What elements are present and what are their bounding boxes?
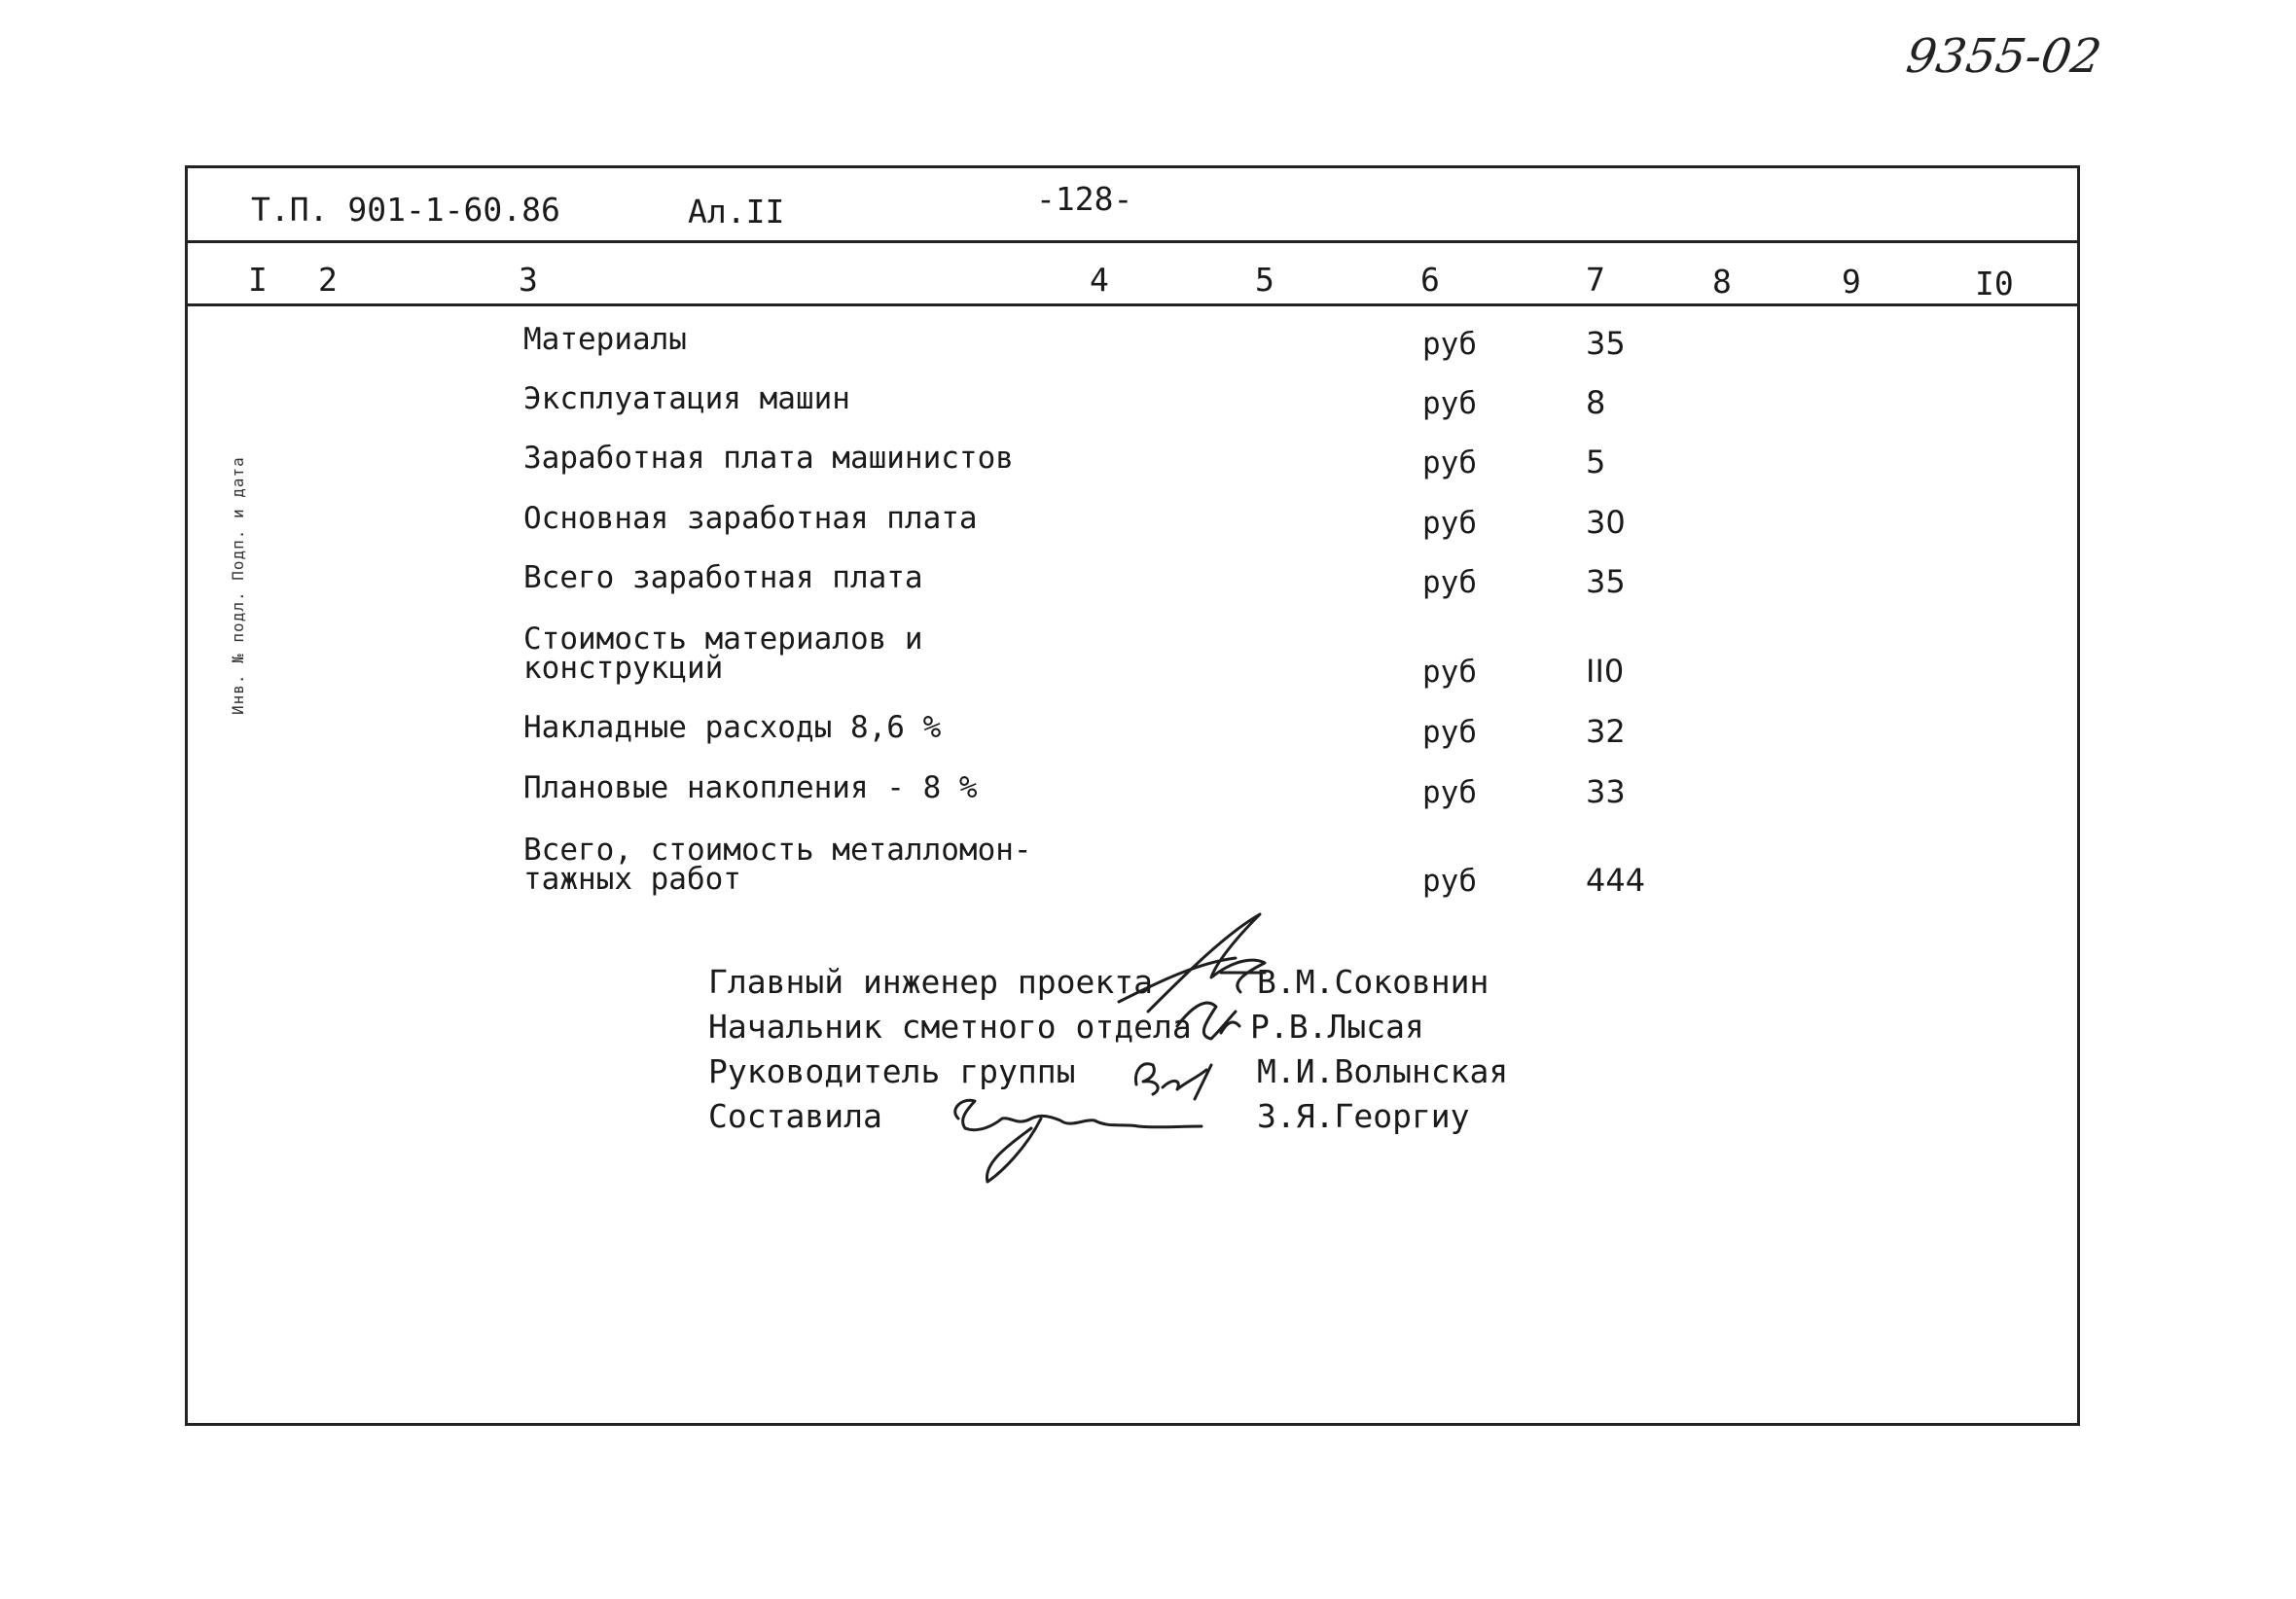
- row-value: 35: [1586, 563, 1626, 600]
- table-frame: [185, 165, 2080, 1426]
- row-unit: руб: [1422, 445, 1477, 480]
- column-number-9: 9: [1842, 263, 1861, 301]
- column-number-8: 8: [1712, 263, 1732, 301]
- row-unit: руб: [1422, 864, 1477, 899]
- column-number-10: I0: [1975, 265, 2014, 302]
- row-unit: руб: [1422, 715, 1477, 750]
- column-number-4: 4: [1090, 261, 1109, 299]
- row-label: Стоимость материалов и: [523, 622, 923, 657]
- page-number: -128-: [1036, 180, 1133, 218]
- column-number-1: I: [248, 261, 268, 299]
- signature-role-chief-engineer: Главный инженер проекта: [708, 963, 1153, 1001]
- row-label: Всего, стоимость металломон-: [523, 833, 1032, 868]
- row-label: Заработная плата машинистов: [523, 441, 1014, 476]
- row-unit: руб: [1422, 775, 1477, 810]
- album-number: Ал.II: [688, 193, 785, 231]
- row-value: 35: [1586, 325, 1626, 362]
- column-numbers-divider: [185, 303, 2080, 306]
- row-value: II0: [1586, 653, 1625, 690]
- row-unit: руб: [1422, 655, 1477, 690]
- signature-role-group-lead: Руководитель группы: [708, 1052, 1076, 1090]
- row-label-continuation: конструкций: [523, 651, 724, 686]
- row-value: 8: [1586, 384, 1606, 421]
- project-code: Т.П. 901-1-60.86: [251, 191, 560, 229]
- registration-number: 9355-02: [1903, 29, 2105, 84]
- row-value: 33: [1586, 773, 1626, 810]
- signature-name-group-lead: М.И.Волынская: [1257, 1052, 1509, 1090]
- row-label: Плановые накопления - 8 %: [523, 770, 978, 805]
- row-label: Накладные расходы 8,6 %: [523, 710, 942, 745]
- column-number-3: 3: [519, 261, 538, 299]
- column-number-7: 7: [1586, 261, 1605, 299]
- signature-name-chief-engineer: В.М.Соковнин: [1257, 963, 1489, 1001]
- column-number-6: 6: [1420, 261, 1440, 299]
- row-unit: руб: [1422, 506, 1477, 541]
- column-number-5: 5: [1255, 261, 1274, 299]
- margin-note: Инв. № подл. Подп. и дата: [229, 456, 247, 715]
- signature-role-compiler: Составила: [708, 1097, 882, 1135]
- signature-name-estimate-head: Р.В.Лысая: [1250, 1008, 1424, 1046]
- row-label: Всего заработная плата: [523, 560, 923, 595]
- signature-name-compiler: З.Я.Георгиу: [1257, 1097, 1470, 1135]
- row-unit: руб: [1422, 565, 1477, 600]
- row-label: Материалы: [523, 322, 687, 357]
- row-unit: руб: [1422, 386, 1477, 421]
- row-label-continuation: тажных работ: [523, 862, 741, 897]
- header-divider: [185, 240, 2080, 243]
- column-number-2: 2: [318, 261, 338, 299]
- row-label: Эксплуатация машин: [523, 381, 850, 416]
- row-unit: руб: [1422, 327, 1477, 362]
- signature-role-estimate-head: Начальник сметного отдела: [708, 1008, 1192, 1046]
- row-label: Основная заработная плата: [523, 501, 978, 536]
- row-value: 5: [1586, 444, 1606, 480]
- row-value: 32: [1586, 713, 1626, 750]
- row-value: 444: [1586, 862, 1646, 899]
- row-value: 30: [1586, 504, 1626, 541]
